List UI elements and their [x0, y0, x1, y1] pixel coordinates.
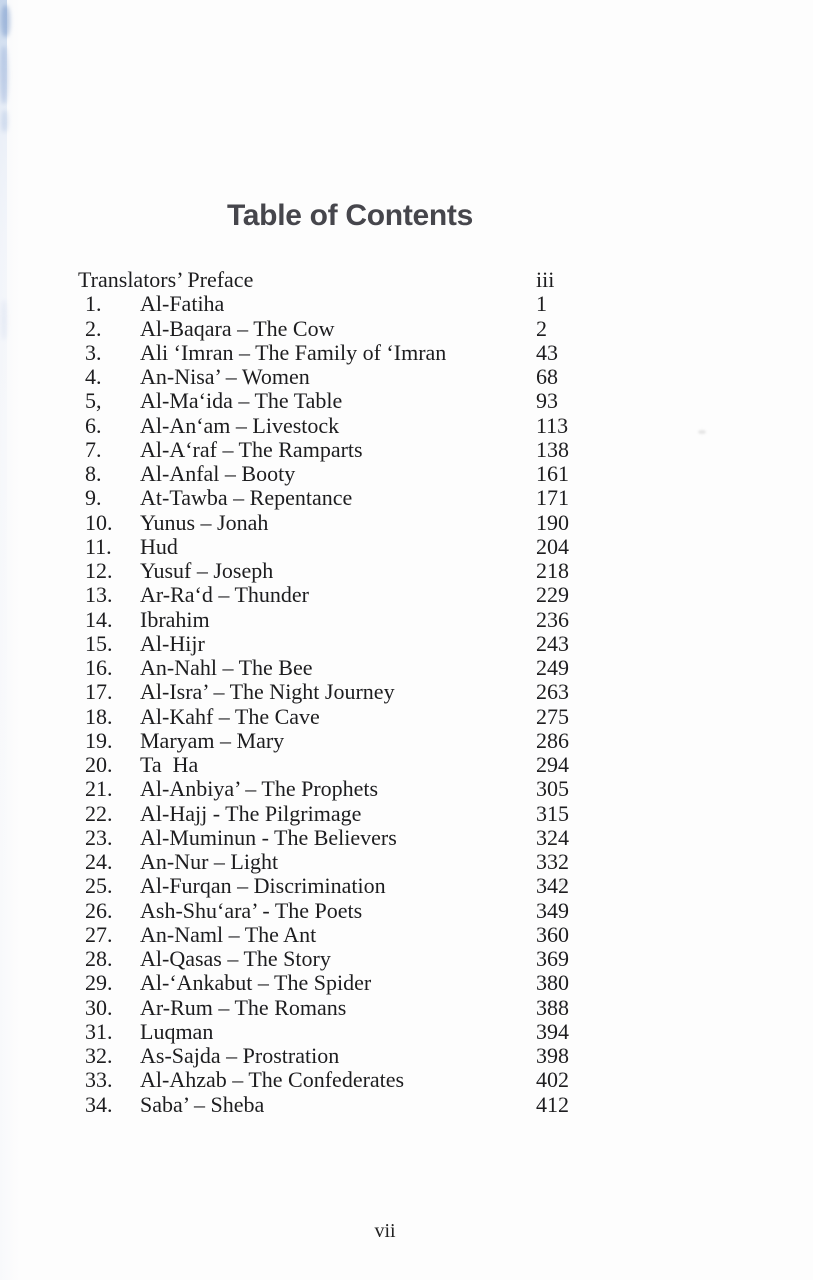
toc-list: [78, 267, 725, 1117]
entry-page: 412: [536, 1091, 569, 1117]
entry-title: At-Tawba – Repentance: [140, 485, 353, 511]
entry-number: 6.: [85, 412, 102, 438]
entry-number: 20.: [85, 752, 113, 777]
entry-number: 25.: [85, 873, 113, 899]
entry-title: Al-Hajj - The Pilgrimage: [140, 800, 362, 826]
toc-row: [85, 414, 725, 438]
toc-row: [85, 486, 725, 510]
toc-row: [85, 292, 725, 316]
entry-page: 398: [536, 1043, 569, 1068]
scan-smudge: [0, 46, 8, 104]
entry-title: As-Sajda – Prostration: [140, 1043, 340, 1068]
entry-page: 388: [536, 994, 569, 1020]
entry-title: Ar-Ra‘d – Thunder: [140, 582, 309, 608]
entry-page: 402: [536, 1067, 569, 1093]
entry-title: Al-Ahzab – The Confederates: [140, 1067, 405, 1093]
entry-title: Al-Fatiha: [140, 291, 225, 317]
toc-row: [85, 317, 725, 341]
entry-number: 7.: [85, 436, 102, 462]
entry-page: 229: [536, 582, 569, 608]
entry-title: Al-Ma‘ida – The Table: [140, 388, 343, 414]
toc-row: [85, 365, 725, 389]
entry-number: 12.: [85, 558, 113, 583]
entry-page: 332: [536, 849, 569, 874]
entry-title: Yusuf – Joseph: [140, 558, 274, 583]
entry-title: Al-Baqara – The Cow: [140, 315, 335, 341]
entry-page: 275: [536, 703, 569, 729]
toc-row: [85, 559, 725, 583]
folio-page-number: vii: [374, 1220, 396, 1242]
entry-title: Ali ‘Imran – The Family of ‘Imran: [140, 339, 447, 365]
entry-title: Hud: [140, 533, 178, 559]
entry-number: 30.: [85, 994, 113, 1020]
scan-smudge: [1, 300, 7, 340]
entry-number: 18.: [85, 703, 113, 729]
entry-title: Yunus – Jonah: [140, 509, 269, 535]
entry-page: 243: [536, 630, 569, 656]
entry-number: 33.: [85, 1067, 113, 1093]
entry-number: 3.: [85, 339, 102, 365]
entry-number: 21.: [85, 776, 113, 802]
entry-page: 190: [536, 509, 569, 535]
toc-row: [85, 996, 725, 1020]
entry-number: 13.: [85, 582, 113, 608]
entry-title: Al-‘Ankabut – The Spider: [140, 970, 372, 996]
entry-page: 138: [536, 436, 569, 462]
entry-title: Saba’ – Sheba: [140, 1091, 265, 1117]
toc-row: [85, 947, 725, 971]
entry-page: 218: [536, 558, 569, 583]
entry-page: 263: [536, 679, 569, 705]
entry-title: Ar-Rum – The Romans: [140, 994, 347, 1020]
entry-title: Ta Ha: [140, 752, 199, 777]
toc-row: [85, 389, 725, 413]
entry-number: 22.: [85, 800, 113, 826]
toc-row: [85, 753, 725, 777]
entry-number: 4.: [85, 364, 102, 389]
entry-title: Al-Qasas – The Story: [140, 946, 331, 971]
entry-page: 315: [536, 800, 569, 826]
entry-number: 14.: [85, 606, 113, 632]
toc-row: [85, 971, 725, 995]
entry-title: Al-A‘raf – The Ramparts: [140, 436, 363, 462]
entry-number: 34.: [85, 1091, 113, 1117]
entry-page: 369: [536, 946, 569, 971]
entry-page: 93: [536, 388, 558, 414]
entry-page: 380: [536, 970, 569, 996]
entry-title: Luqman: [140, 1018, 214, 1044]
entry-number: 2.: [85, 315, 102, 341]
entry-number: 32.: [85, 1043, 113, 1068]
entry-page: 113: [536, 412, 569, 438]
entry-title: An-Nisa’ – Women: [140, 364, 310, 389]
toc-row: [85, 802, 725, 826]
entry-page: 324: [536, 824, 569, 850]
page-title: Table of Contents: [226, 199, 473, 232]
toc-row: [85, 777, 725, 801]
toc-row: [85, 341, 725, 365]
entry-page: 294: [536, 752, 569, 777]
entry-title: Al-Furqan – Discrimination: [140, 873, 386, 899]
entry-number: 11.: [85, 533, 112, 559]
entry-number: 10.: [85, 509, 113, 535]
entry-page: 249: [536, 655, 569, 680]
entry-number: 5,: [85, 388, 102, 414]
entry-number: 27.: [85, 921, 113, 947]
entry-page: 43: [536, 339, 558, 365]
entry-title: Ibrahim: [140, 606, 210, 632]
toc-row: [85, 874, 725, 898]
entry-page: 161: [536, 461, 569, 486]
entry-page: 394: [536, 1018, 569, 1044]
entry-page: 236: [536, 606, 569, 632]
toc-row: [85, 1093, 725, 1117]
toc-row: [85, 535, 725, 559]
toc-row: [85, 1020, 725, 1044]
entry-number: 16.: [85, 655, 113, 680]
toc-row: [85, 583, 725, 607]
entry-number: 19.: [85, 727, 113, 753]
toc-row: [85, 632, 725, 656]
entry-title: An-Nur – Light: [140, 849, 279, 874]
entry-number: 17.: [85, 679, 113, 705]
entry-page: 349: [536, 897, 569, 923]
toc-row: [85, 826, 725, 850]
entry-page: 286: [536, 727, 569, 753]
entry-number: 23.: [85, 824, 113, 850]
entry-title: Maryam – Mary: [140, 727, 285, 753]
entry-title: Al-Anbiya’ – The Prophets: [140, 776, 379, 802]
entry-title: Al-Isra’ – The Night Journey: [140, 679, 395, 705]
entry-page: 171: [536, 485, 569, 511]
entry-title: Al-Muminun - The Believers: [140, 824, 397, 850]
toc-row: [85, 899, 725, 923]
toc-row: [85, 850, 725, 874]
entry-title: Ash-Shu‘ara’ - The Poets: [140, 897, 363, 923]
entry-number: 28.: [85, 946, 113, 971]
entry-title: Al-Anfal – Booty: [140, 461, 296, 486]
toc-row: [85, 462, 725, 486]
entry-page: 68: [536, 364, 558, 389]
entry-title: Al-Hijr: [140, 630, 205, 656]
entry-title: An-Naml – The Ant: [140, 921, 317, 947]
scan-smudge: [1, 5, 10, 37]
entry-page: iii: [536, 267, 555, 292]
entry-number: 31.: [85, 1018, 113, 1044]
entry-page: 204: [536, 533, 569, 559]
toc-row: [85, 705, 725, 729]
toc-row: [85, 608, 725, 632]
toc-row: [85, 511, 725, 535]
entry-number: 29.: [85, 970, 113, 996]
entry-number: 8.: [85, 461, 102, 486]
entry-title: An-Nahl – The Bee: [140, 655, 313, 680]
entry-number: 9.: [85, 485, 102, 511]
entry-page: 305: [536, 776, 569, 802]
scan-smudge: [1, 110, 8, 132]
toc-row: [85, 656, 725, 680]
entry-title: Translators’ Preface: [78, 267, 254, 292]
toc-row: [85, 680, 725, 704]
entry-page: 360: [536, 921, 569, 947]
entry-number: 1.: [85, 291, 102, 317]
entry-title: Al-An‘am – Livestock: [140, 412, 340, 438]
entry-page: 1: [536, 291, 547, 317]
entry-number: 26.: [85, 897, 113, 923]
toc-row: [85, 729, 725, 753]
entry-title: Al-Kahf – The Cave: [140, 703, 320, 729]
toc-row: [78, 267, 725, 292]
toc-row: [85, 923, 725, 947]
scan-edge-artifact: [0, 0, 7, 950]
toc-row: [85, 1044, 725, 1068]
entry-number: 15.: [85, 630, 113, 656]
toc-row: [85, 1068, 725, 1092]
entry-page: 342: [536, 873, 569, 899]
toc-row: [85, 438, 725, 462]
entry-number: 24.: [85, 849, 113, 874]
entry-page: 2: [536, 315, 547, 341]
